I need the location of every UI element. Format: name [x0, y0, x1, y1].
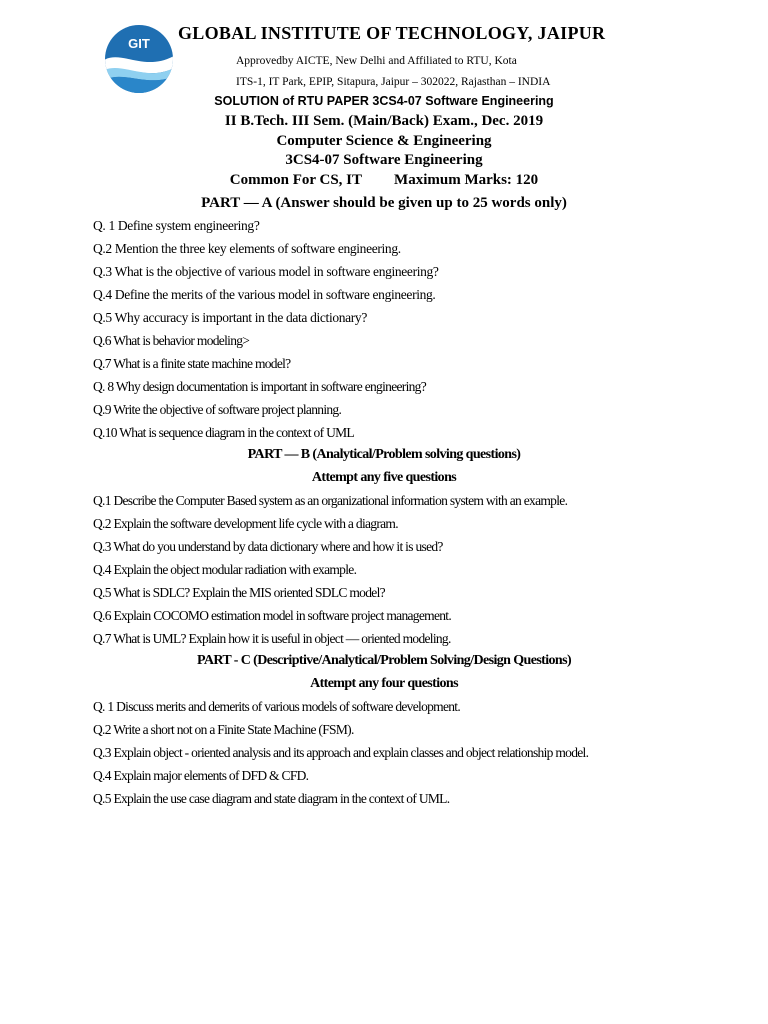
part-b-question: Q.3 What do you understand by data dictionary where and how it is used? [93, 539, 443, 554]
git-logo [104, 24, 174, 94]
logo-text: GIT [128, 36, 150, 51]
part-c-question: Q.4 Explain major elements of DFD & CFD. [93, 768, 309, 783]
part-b-question: Q.7 What is UML? Explain how it is useful in object — oriented modeling. [93, 631, 451, 646]
common-for: Common For CS, IT [229, 172, 363, 188]
maximum-marks: Maximum Marks: 120 [394, 172, 539, 188]
part-a-question: Q.3 What is the objective of various model in software engineering? [93, 264, 439, 279]
institute-name: GLOBAL INSTITUTE OF TECHNOLOGY, JAIPUR [178, 23, 606, 43]
part-b-question: Q.4 Explain the object modular radiation with example. [93, 562, 357, 577]
subject-line: 3CS4-07 Software Engineering [285, 152, 483, 168]
part-a-question: Q.5 Why accuracy is important in the data dictionary? [93, 310, 367, 325]
part-c-question: Q. 1 Discuss merits and demerits of various models of software development. [93, 699, 461, 714]
branch-line: Computer Science & Engineering [276, 133, 492, 149]
part-b-heading: PART — B (Analytical/Problem solving questions) [247, 447, 521, 462]
part-a-question: Q. 1 Define system engineering? [93, 218, 260, 233]
part-c-question: Q.3 Explain object - oriented analysis and its approach and explain classes and object relationship model. [93, 745, 589, 760]
part-c-instruction: Attempt any four questions [310, 676, 458, 691]
part-a-question: Q.9 Write the objective of software project planning. [93, 402, 342, 417]
part-b-question: Q.2 Explain the software development life cycle with a diagram. [93, 516, 398, 531]
part-a-question: Q.10 What is sequence diagram in the context of UML [93, 425, 354, 440]
part-c-question: Q.2 Write a short not on a Finite State Machine (FSM). [93, 722, 354, 737]
part-b-question: Q.6 Explain COCOMO estimation model in software project management. [93, 608, 452, 623]
part-a-question: Q.7 What is a finite state machine model? [93, 356, 291, 371]
exam-line: II B.Tech. III Sem. (Main/Back) Exam., Dec. 2019 [224, 113, 544, 129]
marks-line [0, 172, 768, 189]
part-a-question: Q.4 Define the merits of the various model in software engineering. [93, 287, 436, 302]
part-b-question: Q.5 What is SDLC? Explain the MIS oriented SDLC model? [93, 585, 385, 600]
part-a-question: Q.2 Mention the three key elements of software engineering. [93, 241, 401, 256]
part-b-question: Q.1 Describe the Computer Based system as an organizational information system with an example. [93, 493, 568, 508]
part-a-question: Q.6 What is behavior modeling> [93, 333, 250, 348]
solution-title: SOLUTION of RTU PAPER 3CS4-07 Software Engineering [214, 94, 554, 108]
institute-address: ITS-1, IT Park, EPIP, Sitapura, Jaipur – 302022, Rajasthan – INDIA [236, 76, 551, 88]
part-a-question: Q. 8 Why design documentation is important in software engineering? [93, 379, 427, 394]
part-a-heading: PART — A (Answer should be given up to 25 words only) [201, 195, 567, 211]
part-c-heading: PART - C (Descriptive/Analytical/Problem Solving/Design Questions) [196, 653, 572, 668]
part-c-question: Q.5 Explain the use case diagram and state diagram in the context of UML. [93, 791, 450, 806]
part-b-instruction: Attempt any five questions [311, 470, 457, 485]
institute-approval: Approvedby AICTE, New Delhi and Affiliated to RTU, Kota [236, 55, 517, 67]
